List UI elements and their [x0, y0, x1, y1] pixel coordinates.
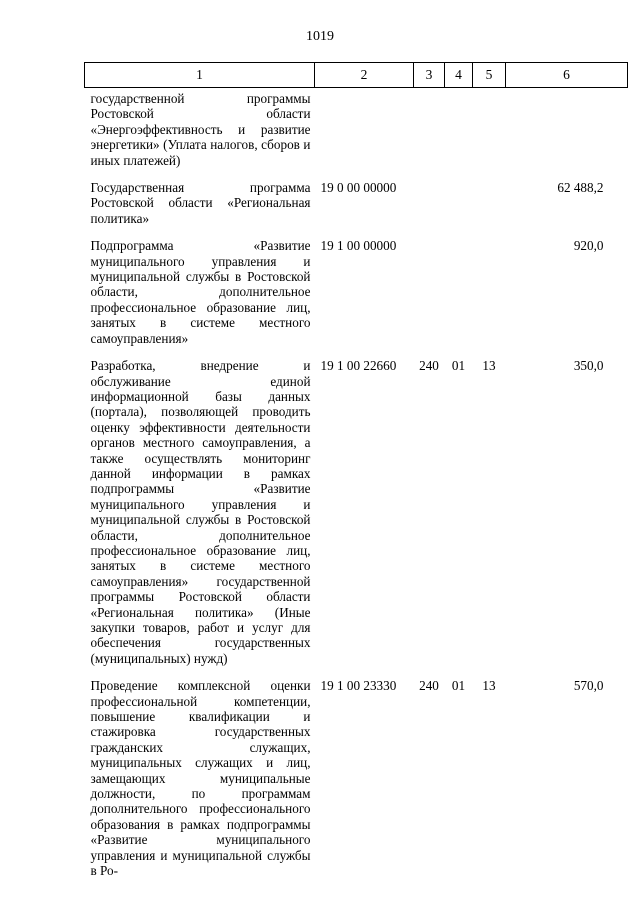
row-name: Разработка, внедрение и обслуживание единой информационной базы данных (портала), позволяющей проводить оценку эффективности деятельности органов местного самоуправления, а также осуществлять мониторинг данной информации в рамках подпрограммы «Развитие муниципального управления и муниципальной службы в Ростовской области, дополнительное профессиональное образование лиц, занятых в системе местного самоуправления» государственной программы Ростовской области «Региональная политика» (Иные закупки товаров, работ и услуг для обеспечения государственных (муниципальных) нужд) — [90, 358, 311, 666]
row-col3 — [414, 238, 445, 346]
table-row — [85, 238, 628, 346]
column-header-4: 4 — [445, 63, 473, 88]
row-col4: 01 — [451, 358, 466, 374]
row-col4 — [445, 88, 473, 169]
page-number: 1019 — [306, 29, 334, 44]
column-header-1: 1 — [85, 63, 315, 88]
column-header-5: 5 — [473, 63, 506, 88]
column-header-6: 6 — [506, 63, 628, 88]
row-col3: 240 — [419, 358, 439, 374]
row-amount — [506, 88, 628, 169]
row-amount: 920,0 — [573, 238, 604, 254]
row-name: Подпрограмма «Развитие муниципального управления и муниципальной службы в Ростовской области, дополнительное профессиональное образование лиц, занятых в системе местного самоуправления» — [90, 238, 311, 346]
row-amount: 350,0 — [573, 358, 604, 374]
row-col5 — [473, 238, 506, 346]
column-header-3: 3 — [414, 63, 445, 88]
row-col4 — [445, 180, 473, 226]
row-code: 19 1 00 00000 — [320, 238, 397, 254]
row-name: Государственная программа Ростовской области «Региональная политика» — [90, 180, 311, 226]
row-code: 19 0 00 00000 — [320, 180, 397, 196]
budget-table — [84, 62, 628, 879]
table-header-row — [85, 63, 628, 88]
table-row — [85, 180, 628, 226]
row-col5 — [473, 88, 506, 169]
row-col5: 13 — [482, 358, 496, 374]
row-code: 19 1 00 22660 — [320, 358, 397, 374]
row-name: Проведение комплексной оценки профессиональной компетенции, повышение квалификации и стажировка государственных гражданских служащих, муниципальных служащих и лиц, замещающих муниципальные должности, по программам дополнительного профессионального образования в рамках подпрограммы «Развитие муниципального управления и муниципальной службы в Ро- — [90, 678, 311, 879]
table-row — [85, 678, 628, 878]
row-amount: 62 488,2 — [557, 180, 604, 196]
row-col4: 01 — [451, 678, 466, 694]
row-amount: 570,0 — [573, 678, 604, 694]
table-row — [85, 88, 628, 169]
column-header-2: 2 — [315, 63, 414, 88]
row-col4 — [445, 238, 473, 346]
row-col3: 240 — [419, 678, 439, 694]
row-col3 — [414, 88, 445, 169]
table-row — [85, 358, 628, 666]
row-col3 — [414, 180, 445, 226]
row-col5: 13 — [482, 678, 496, 694]
row-col5 — [473, 180, 506, 226]
row-code — [315, 88, 414, 169]
row-code: 19 1 00 23330 — [320, 678, 397, 694]
row-name: государственной программы Ростовской области «Энергоэффективность и развитие энергетики» (Уплата налогов, сборов и иных платежей) — [90, 91, 311, 168]
